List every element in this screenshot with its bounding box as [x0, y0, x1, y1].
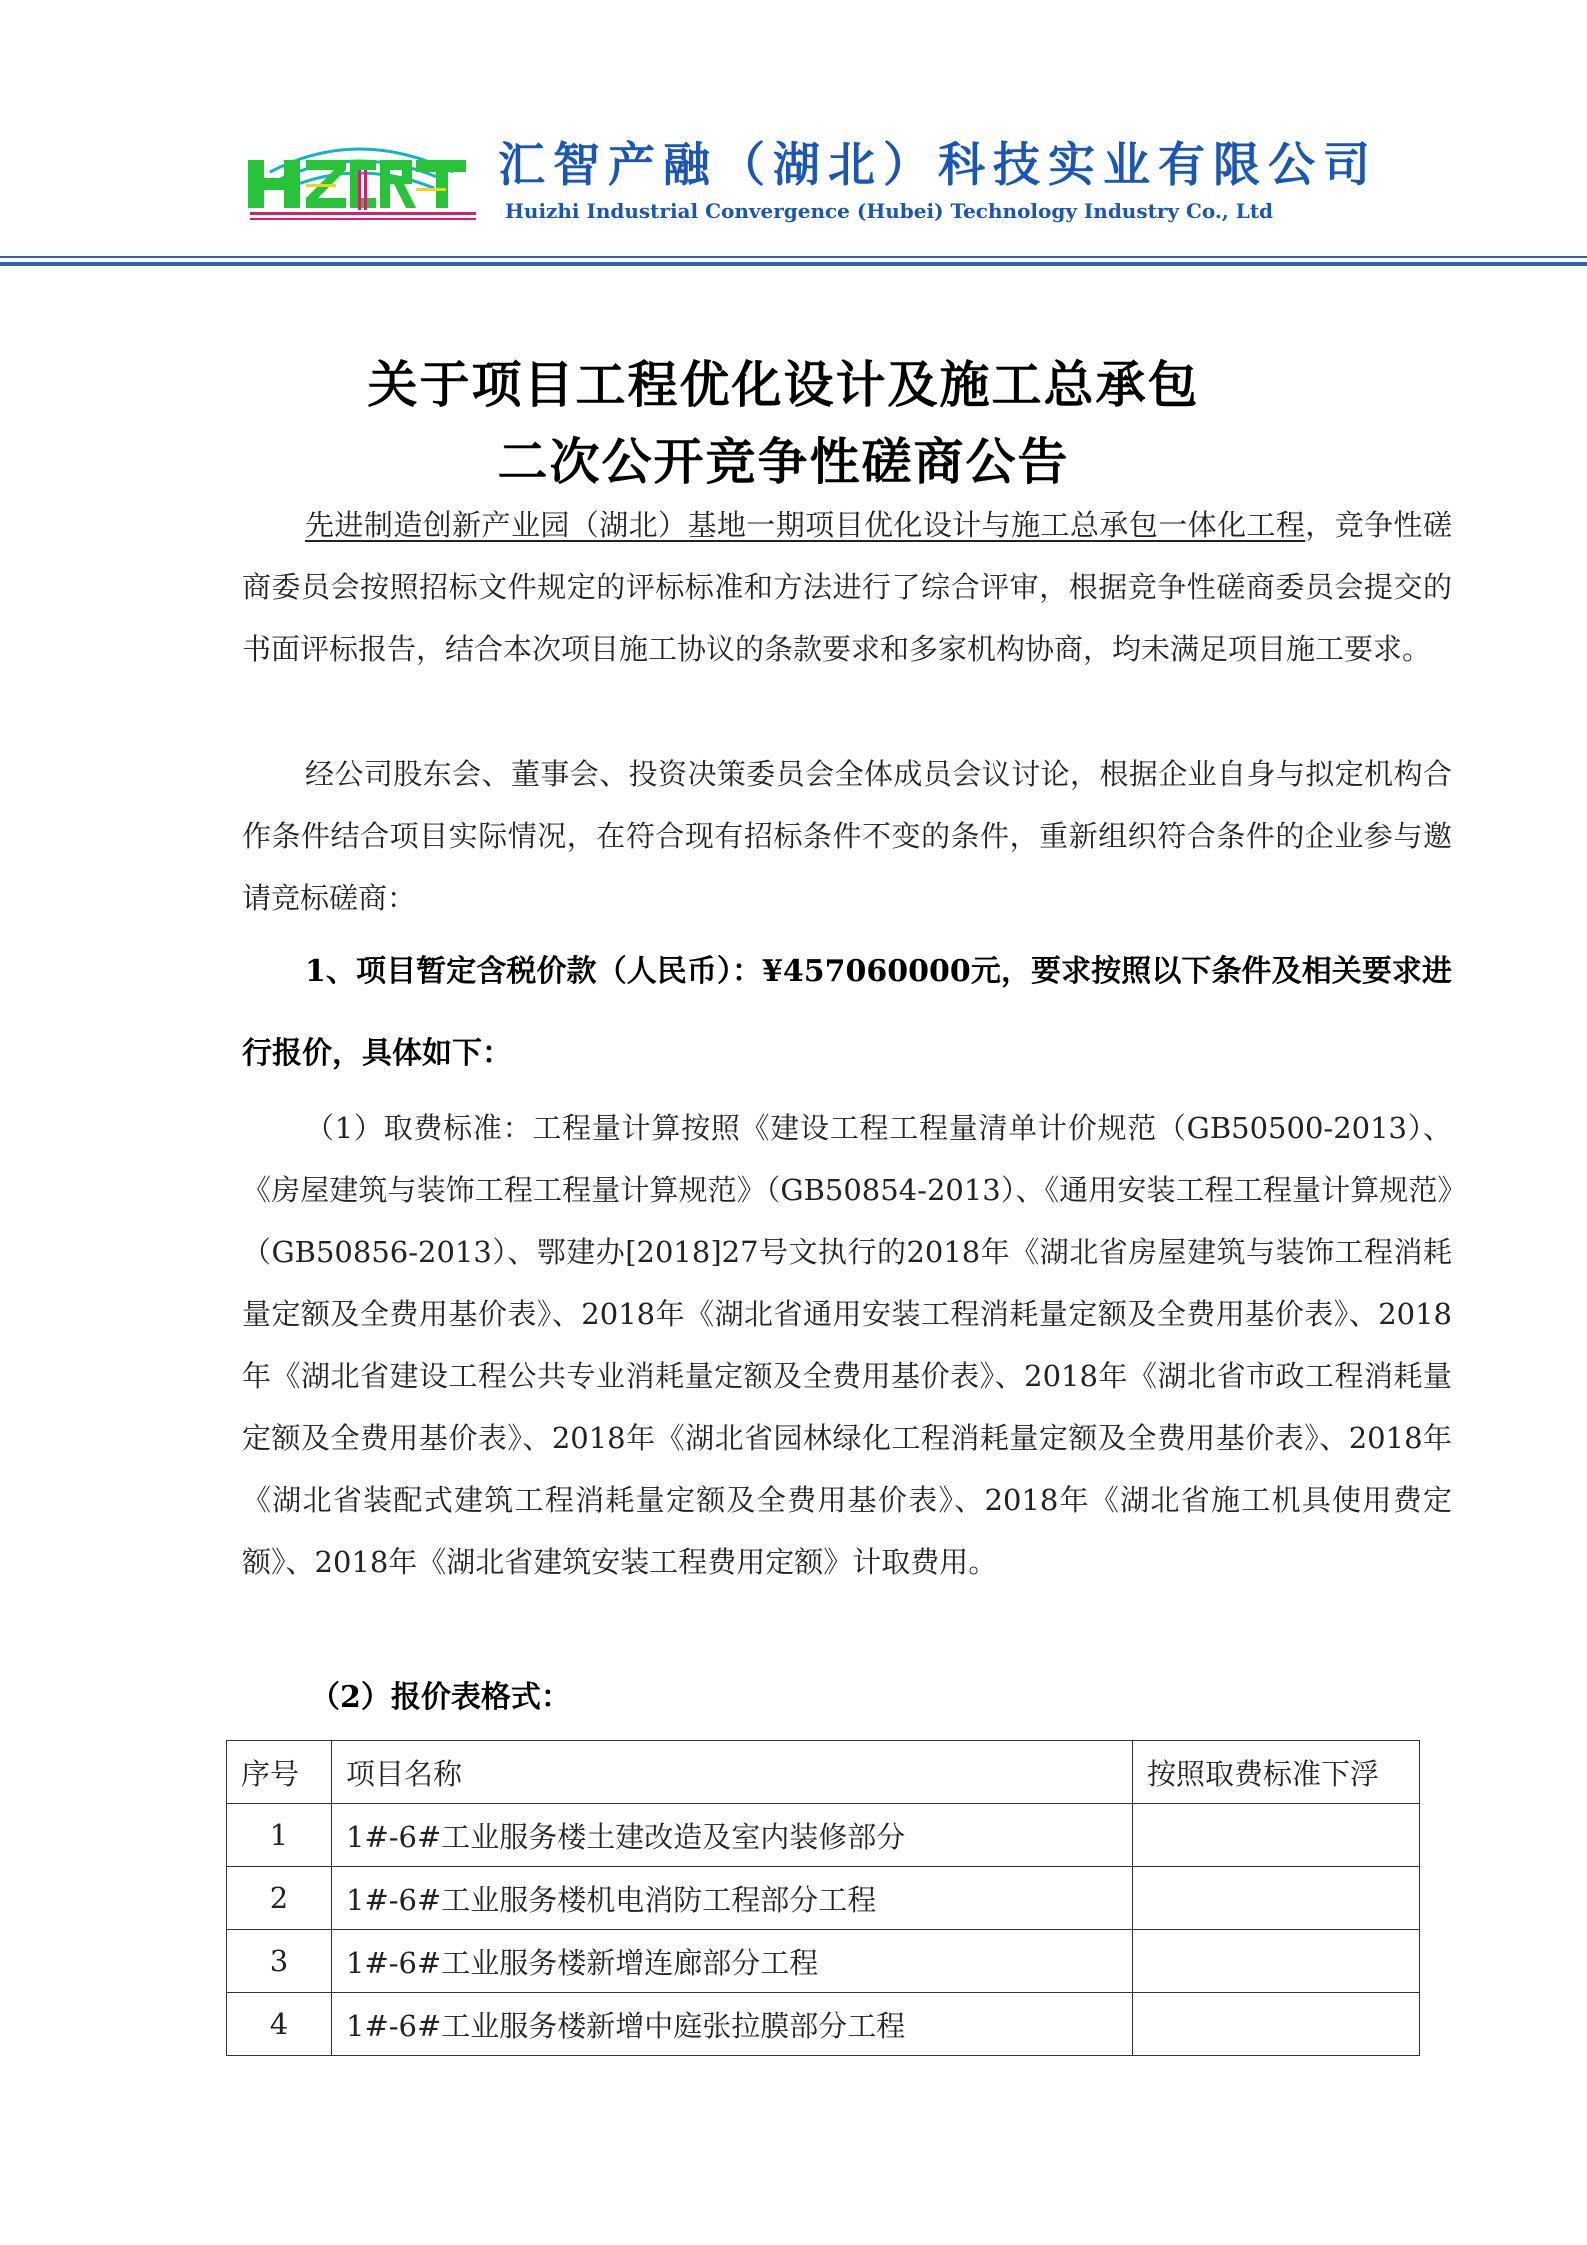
row-name: 1#-6#工业服务楼新增连廊部分工程 — [332, 1930, 1133, 1993]
row-no: 2 — [227, 1867, 332, 1930]
table-row — [227, 1804, 1420, 1867]
intro-paragraph — [242, 494, 1452, 680]
document-title-line1: 关于项目工程优化设计及施工总承包 — [367, 356, 1200, 414]
fee-standard-text: （1）取费标准：工程量计算按照《建设工程工程量清单计价规范（GB50500-2013）、《房屋建筑与装饰工程工程量计算规范》（GB50854-2013）、《通用安装工程工程量计算规范》（GB50856-2013）、鄂建办[2018]27号文执行的2018年《湖北省房屋建筑与装饰工程消耗量定额及全费用基价表》、2018年《湖北省通用安装工程消耗量定额及全费用基价表》、2018年《湖北省建设工程公共专业消耗量定额及全费用基价表》、2018年《湖北省市政工程消耗量定额及全费用基价表》、2018年《湖北省园林绿化工程消耗量定额及全费用基价表》、2018年《湖北省装配式建筑工程消耗量定额及全费用基价表》、2018年《湖北省施工机具使用费定额》、2018年《湖北省建筑安装工程费用定额》计取费用。 — [242, 1111, 1452, 1579]
letterhead — [0, 0, 1587, 270]
quote-format-heading: （2）报价表格式： — [310, 1680, 571, 1715]
company-name-cn: 汇智产融（湖北）科技实业有限公司 — [498, 138, 1378, 193]
second-paragraph-text: 经公司股东会、董事会、投资决策委员会全体成员会议讨论，根据企业自身与拟定机构合作条件结合项目实际情况，在符合现有招标条件不变的条件，重新组织符合条件的企业参与邀请竞标磋商： — [242, 757, 1452, 915]
second-paragraph — [242, 743, 1452, 929]
header-divider-thick — [0, 262, 1587, 266]
section-1 — [242, 931, 1452, 1095]
row-float-cell — [1133, 1867, 1420, 1930]
row-name: 1#-6#工业服务楼土建改造及室内装修部分 — [332, 1804, 1133, 1867]
row-no: 4 — [227, 1993, 332, 2056]
header-divider — [0, 256, 1587, 258]
table-row — [227, 1993, 1420, 2056]
company-logo — [248, 140, 478, 224]
row-no: 1 — [227, 1804, 332, 1867]
table-row — [227, 1867, 1420, 1930]
table-header-row — [227, 1741, 1420, 1804]
section-1-text: 1、项目暂定含税价款（人民币）：¥457060000元，要求按照以下条件及相关要求进行报价，具体如下： — [242, 954, 1452, 1071]
row-float-cell — [1133, 1804, 1420, 1867]
fee-standard-paragraph — [242, 1097, 1452, 1593]
project-name: 先进制造创新产业园（湖北）基地一期项目优化设计与施工总承包一体化工程 — [305, 508, 1306, 542]
column-header-no: 序号 — [227, 1741, 332, 1804]
row-no: 3 — [227, 1930, 332, 1993]
row-float-cell — [1133, 1930, 1420, 1993]
document-title-line2: 二次公开竞争性磋商公告 — [497, 433, 1070, 491]
row-float-cell — [1133, 1993, 1420, 2056]
column-header-float: 按照取费标准下浮 — [1133, 1741, 1420, 1804]
row-name: 1#-6#工业服务楼机电消防工程部分工程 — [332, 1867, 1133, 1930]
row-name: 1#-6#工业服务楼新增中庭张拉膜部分工程 — [332, 1993, 1133, 2056]
company-name-en: Huizhi Industrial Convergence (Hubei) Technology Industry Co., Ltd — [505, 199, 1274, 223]
column-header-name: 项目名称 — [332, 1741, 1133, 1804]
table-row — [227, 1930, 1420, 1993]
quote-table — [226, 1740, 1420, 2056]
intro-text: ，竞争性磋商委员会按照招标文件规定的评标标准和方法进行了综合评审，根据竞争性磋商委员会提交的书面评标报告，结合本次项目施工协议的条款要求和多家机构协商，均未满足项目施工要求。 — [242, 508, 1452, 666]
